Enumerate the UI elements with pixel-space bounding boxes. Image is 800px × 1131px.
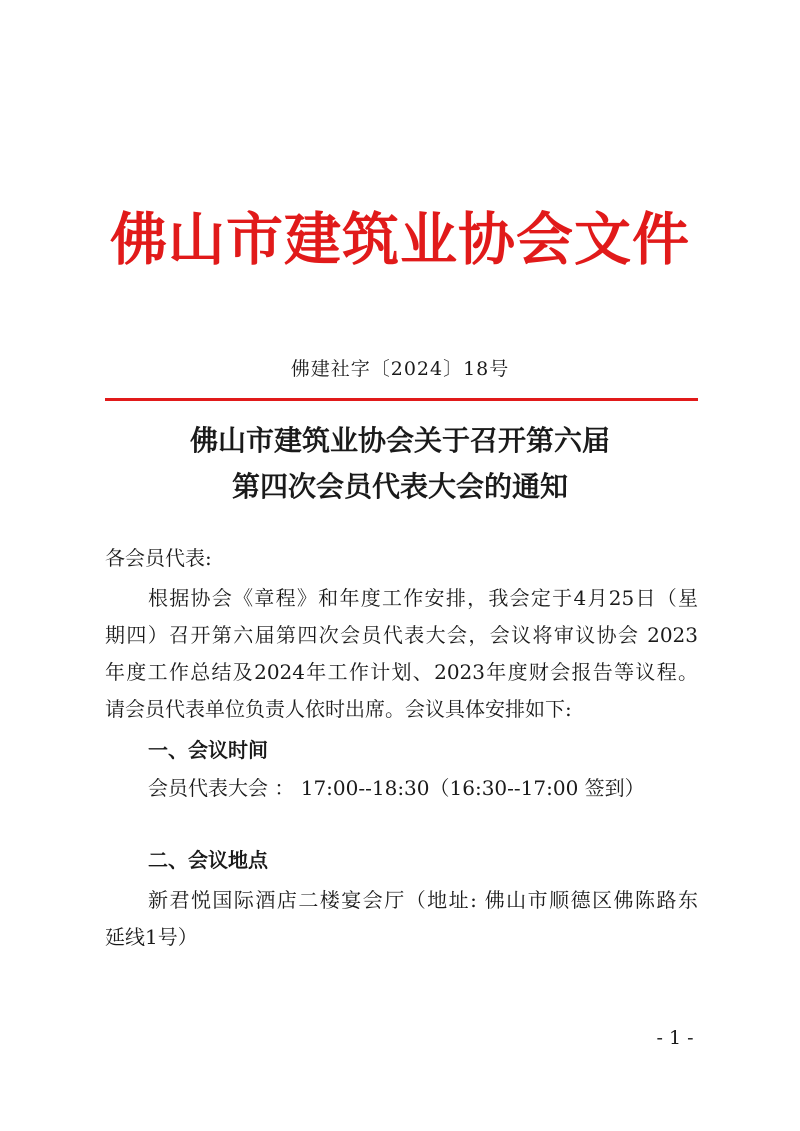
intro-line: 期四）召开第六届第四次会员代表大会，会议将审议协会 2023 xyxy=(105,623,698,647)
page-number: - 1 - xyxy=(656,1027,694,1049)
intro-line: 请会员代表单位负责人依时出席。会议具体安排如下: xyxy=(105,697,572,721)
intro-line: 年度工作总结及2024年工作计划、2023年度财会报告等议程。 xyxy=(105,660,698,684)
location-detail-line: 延线1号） xyxy=(105,925,198,949)
salutation: 各会员代表: xyxy=(105,546,212,570)
section-heading-time: 一、会议时间 xyxy=(148,738,268,762)
document-number: 佛建社字〔2024〕18号 xyxy=(290,358,510,380)
notice-title-line: 第四次会员代表大会的通知 xyxy=(231,470,568,503)
red-divider-rule xyxy=(105,398,698,401)
notice-title-line: 佛山市建筑业协会关于召开第六届 xyxy=(189,424,610,457)
location-detail-line: 新君悦国际酒店二楼宴会厅（地址: 佛山市顺德区佛陈路东 xyxy=(148,888,698,912)
masthead-title: 佛山市建筑业协会文件 xyxy=(110,206,690,273)
section-heading-location: 二、会议地点 xyxy=(148,848,268,872)
meeting-time-detail: 会员代表大会 ： 17:00--18:30（16:30--17:00 签到） xyxy=(148,776,645,800)
intro-line: 根据协会《章程》和年度工作安排，我会定于4月25日（星 xyxy=(148,586,698,610)
notice-title xyxy=(0,418,800,510)
